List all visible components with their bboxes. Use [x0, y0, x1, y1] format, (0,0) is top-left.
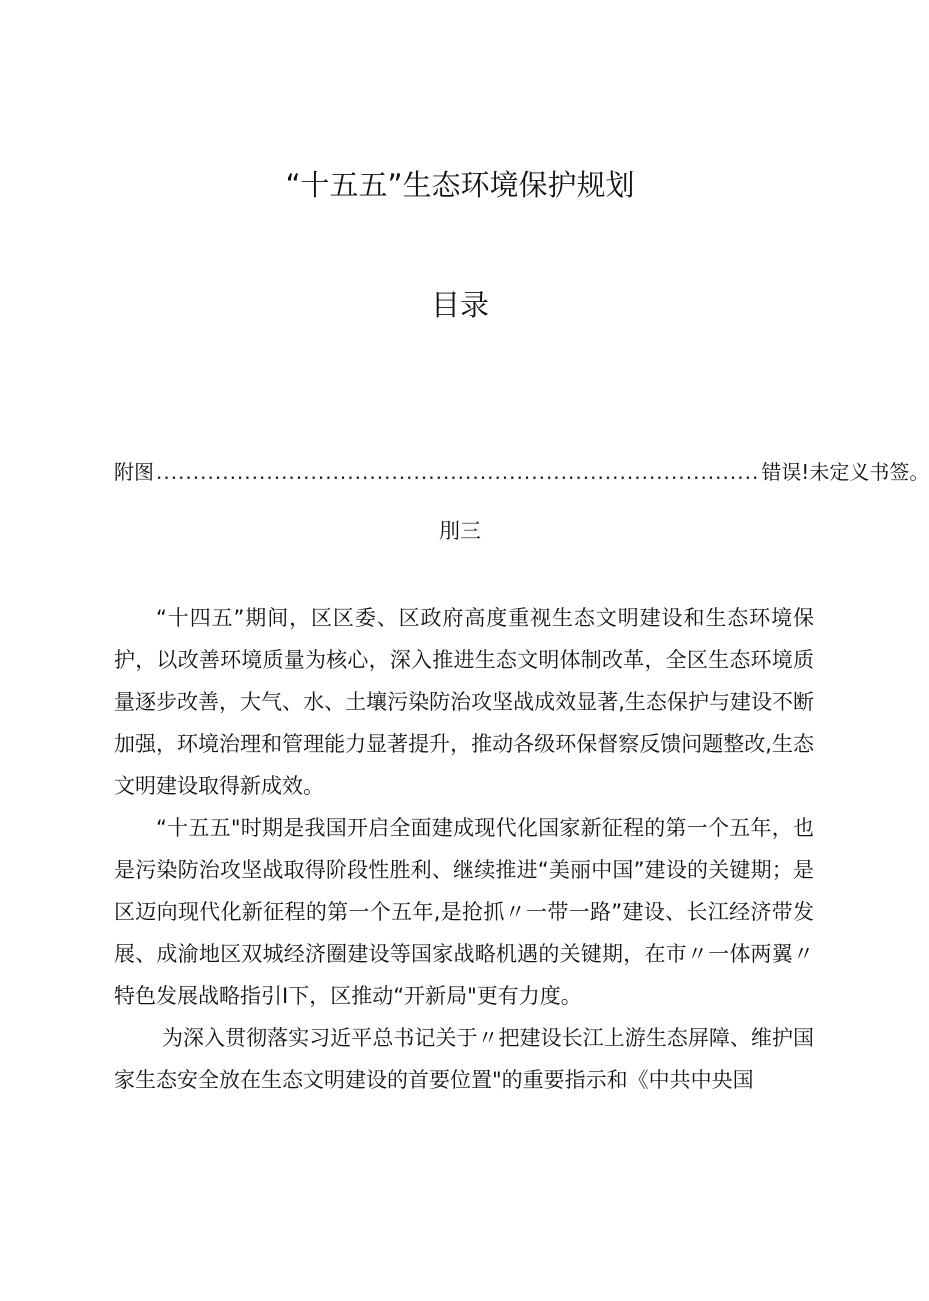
paragraph: “十五五"时期是我国开启全面建成现代化国家新征程的第一个五年，也是污染防治攻坚战取得阶段性胜利、继续推进“美丽中国”建设的关键期；是区迈向现代化新征程的第一个五年,是抢抓〃一带一路”建设、长江经济带发展、成渝地区双城经济圈建设等国家战略机遇的关键期，在市〃一体两翼〃特色发展战略指引I下，区推动“开新局"更有力度。 — [114, 816, 814, 1008]
toc-entry-leader: .................................................................................. — [156, 460, 760, 484]
toc-entry-page-ref: 错误!未定义书签。 — [761, 460, 929, 484]
paragraph: 为深入贯彻落实习近平总书记关于〃把建设长江上游生态屏障、维护国家生态安全放在生态文明建设的首要位置"的重要指示和《中共中央国 — [114, 1026, 814, 1092]
document-title: “十五五”生态环境保护规划 — [285, 168, 635, 202]
body-text — [114, 597, 814, 1101]
toc-entry-label: 附图 — [114, 460, 154, 484]
section-heading: 刖三 — [439, 519, 481, 543]
toc-heading: 目录 — [430, 288, 489, 322]
toc-entry[interactable] — [114, 457, 929, 487]
paragraph: “十四五”期间，区区委、区政府高度重视生态文明建设和生态环境保护，以改善环境质量为核心，深入推进生态文明体制改革，全区生态环境质量逐步改善，大气、水、土壤污染防治攻坚战成效显著,生态保护与建设不断加强，环境治理和管理能力显著提升，推动各级环保督察反馈问题整改,生态文明建设取得新成效。 — [114, 606, 814, 798]
